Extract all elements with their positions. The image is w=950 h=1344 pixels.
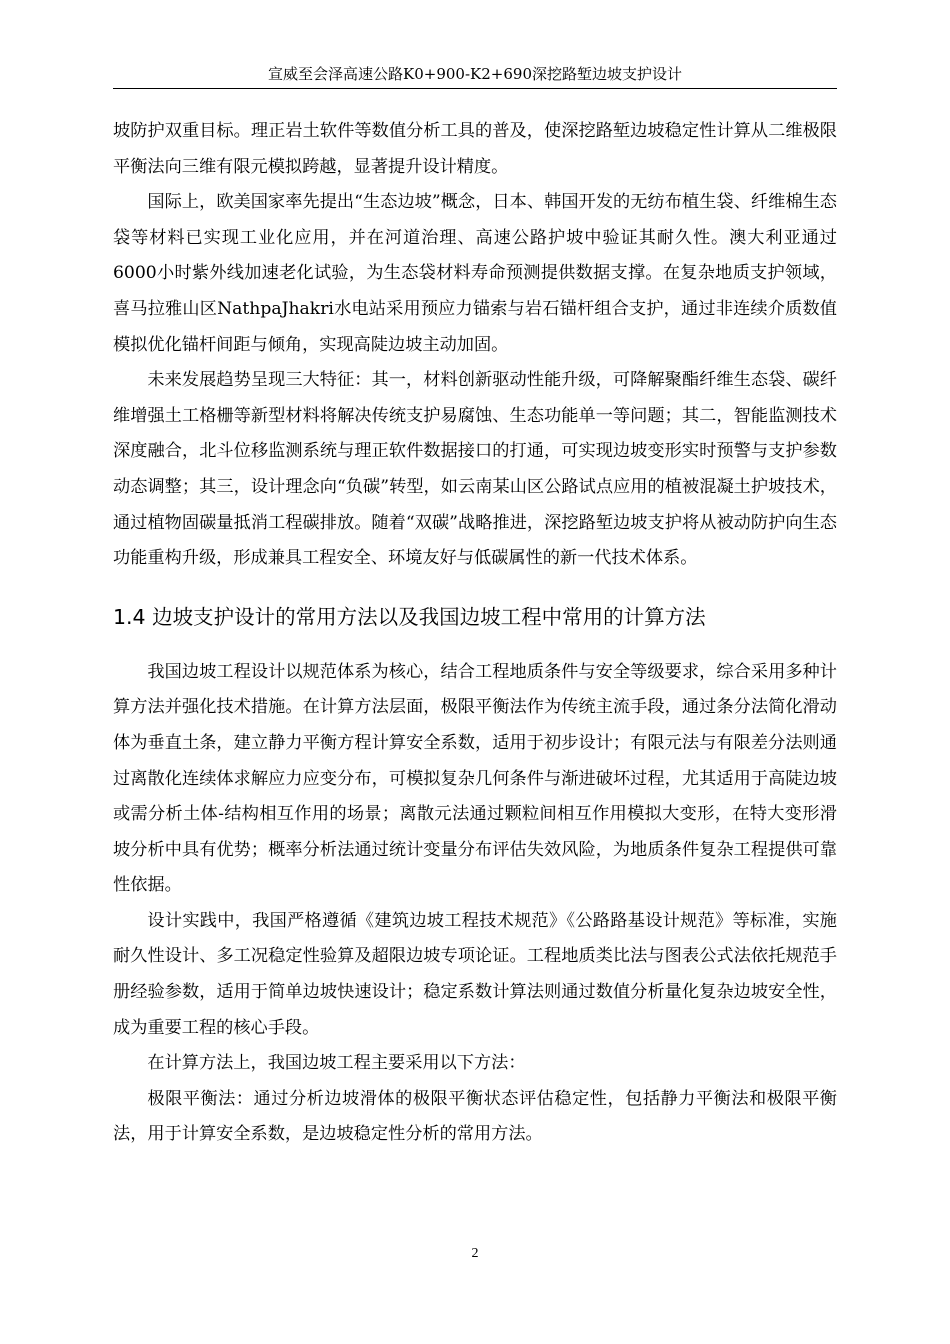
running-header: 宣威至会泽高速公路K0+900-K2+690深挖路堑边坡支护设计 [113,60,837,89]
paragraph-methods-intro: 在计算方法上，我国边坡工程主要采用以下方法： [147,1053,526,1074]
paragraph-design-practice: 设计实践中，我国严格遵循《建筑边坡工程技术规范》《公路路基设计规范》等标准，实施耐久性设计、多工况稳定性验算及超限边坡专项论证。工程地质类比法与图表公式法依托规范手册经验参数，适用于简单边坡快速设计；稳定系数计算法则通过数值分析量化复杂边坡安全性，成为重要工程的核心手段。 [113,910,837,1038]
paragraph-limit-equilibrium: 极限平衡法：通过分析边坡滑体的极限平衡状态评估稳定性，包括静力平衡法和极限平衡法，用于计算安全系数，是边坡稳定性分析的常用方法。 [113,1088,837,1145]
paragraph-continuation: 坡防护双重目标。理正岩土软件等数值分析工具的普及，使深挖路堑边坡稳定性计算从二维极限平衡法向三维有限元模拟跨越，显著提升设计精度。 [113,121,837,177]
paragraph-future-trends: 未来发展趋势呈现三大特征：其一，材料创新驱动性能升级，可降解聚酯纤维生态袋、碳纤维增强土工格栅等新型材料将解决传统支护易腐蚀、生态功能单一等问题；其二，智能监测技术深度融合，北斗位移监测系统与理正软件数据接口的打通，可实现边坡变形实时预警与支护参数动态调整；其三，设计理念向“负碳”转型，如云南某山区公路试点应用的植被混凝土护坡技术，通过植物固碳量抵消工程碳排放。随着“双碳”战略推进，深挖路堑边坡支护将从被动防护向生态功能重构升级，形成兼具工程安全、环境友好与低碳属性的新一代技术体系。 [113,370,837,569]
paragraph-design-methods: 我国边坡工程设计以规范体系为核心，结合工程地质条件与安全等级要求，综合采用多种计算方法并强化技术措施。在计算方法层面，极限平衡法作为传统主流手段，通过条分法简化滑动体为垂直土条，建立静力平衡方程计算安全系数，适用于初步设计；有限元法与有限差分法则通过离散化连续体求解应力应变分布，可模拟复杂几何条件与渐进破坏过程，尤其适用于高陡边坡或需分析土体-结构相互作用的场景；离散元法通过颗粒间相互作用模拟大变形，在特大变形滑坡分析中具有优势；概率分析法通过统计变量分布评估失效风险，为地质条件复杂工程提供可靠性依据。 [113,661,837,896]
section-heading: 1.4 边坡支护设计的常用方法以及我国边坡工程中常用的计算方法 [113,604,706,629]
page-number: 2 [471,1246,479,1261]
body-text [113,114,837,1153]
paragraph-international-research: 国际上，欧美国家率先提出“生态边坡”概念，日本、韩国开发的无纺布植生袋、纤维棉生态袋等材料已实现工业化应用，并在河道治理、高速公路护坡中验证其耐久性。澳大利亚通过6000小时紫外线加速老化试验，为生态袋材料寿命预测提供数据支撑。在复杂地质支护领域，喜马拉雅山区NathpaJhakri水电站采用预应力锚索与岩石锚杆组合支护，通过非连续介质数值模拟优化锚杆间距与倾角，实现高陡边坡主动加固。 [113,192,837,355]
